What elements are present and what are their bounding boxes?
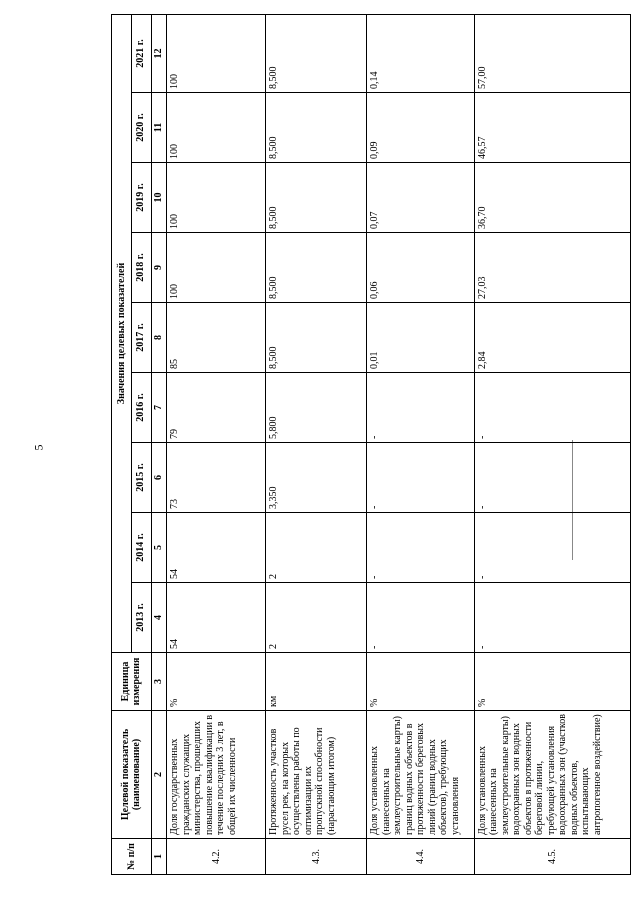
column-number-row — [151, 14, 167, 874]
value-cell: 57,00 — [474, 14, 630, 92]
column-number: 1 — [151, 839, 167, 875]
value-cell: - — [474, 513, 630, 583]
value-cell: 73 — [167, 443, 266, 513]
header-unit: Единица измерения — [112, 653, 152, 711]
table-row — [266, 14, 367, 874]
value-cell: 0,07 — [367, 163, 475, 233]
value-cell: 0,14 — [367, 14, 475, 92]
page-number: 5 — [31, 444, 46, 451]
value-cell: 100 — [167, 233, 266, 303]
value-cell: 100 — [167, 93, 266, 163]
header-values-group: Значения целевых показателей — [112, 14, 132, 652]
value-cell: - — [367, 443, 475, 513]
value-cell: 8,500 — [266, 93, 367, 163]
header-year: 2013 г. — [131, 583, 151, 653]
column-number: 4 — [151, 583, 167, 653]
value-cell: - — [367, 513, 475, 583]
header-no: № п/п — [112, 839, 152, 875]
value-cell: 5,800 — [266, 373, 367, 443]
value-cell: 36,70 — [474, 163, 630, 233]
value-cell: - — [474, 373, 630, 443]
column-number: 6 — [151, 443, 167, 513]
value-cell: 8,500 — [266, 303, 367, 373]
unit-cell: % — [474, 653, 630, 711]
column-number: 3 — [151, 653, 167, 711]
indicator-name: Доля государственных гражданских служащих министерства, прошедших повышение квалификации в течение последних 3 лет, в общей их численности — [167, 711, 266, 839]
header-indicator: Целевой показатель (наименование) — [112, 711, 152, 839]
value-cell: 100 — [167, 163, 266, 233]
column-number: 7 — [151, 373, 167, 443]
value-cell: 46,57 — [474, 93, 630, 163]
header-year: 2019 г. — [131, 163, 151, 233]
column-number: 9 — [151, 233, 167, 303]
target-indicators-table — [111, 14, 631, 875]
header-year: 2015 г. — [131, 443, 151, 513]
value-cell: 27,03 — [474, 233, 630, 303]
value-cell: 0,01 — [367, 303, 475, 373]
column-number: 10 — [151, 163, 167, 233]
header-year: 2014 г. — [131, 513, 151, 583]
column-number: 8 — [151, 303, 167, 373]
value-cell: 100 — [167, 14, 266, 92]
indicator-name: Протяженность участков русел рек, на которых осуществлены работы по оптимизации их пропускной способности (нарастающим итогом) — [266, 711, 367, 839]
unit-cell: % — [167, 653, 266, 711]
unit-cell: км — [266, 653, 367, 711]
table-row — [167, 14, 266, 874]
column-number: 2 — [151, 711, 167, 839]
column-number: 11 — [151, 93, 167, 163]
row-number: 4.3. — [266, 839, 367, 875]
header-year: 2021 г. — [131, 14, 151, 92]
value-cell: 54 — [167, 583, 266, 653]
indicator-name: Доля установленных (нанесенных на землеустроительные карты) водоохранных зон водных объектов в протяженности береговой линии, требующей установления водоохранных зон (участков водных объектов, испытывающих антропогенное воздействие) — [474, 711, 630, 839]
value-cell: 3,350 — [266, 443, 367, 513]
table-row — [367, 14, 475, 874]
value-cell: 8,500 — [266, 233, 367, 303]
row-number: 4.2. — [167, 839, 266, 875]
value-cell: 79 — [167, 373, 266, 443]
rotated-table-container — [111, 15, 631, 875]
header-year: 2017 г. — [131, 303, 151, 373]
indicator-name: Доля установленных (нанесенных на землеустроительные карты) границ водных объектов в протяженности береговых линий (границ водных объектов), требующих установления — [367, 711, 475, 839]
value-cell: 0,09 — [367, 93, 475, 163]
value-cell: - — [367, 373, 475, 443]
value-cell: 8,500 — [266, 14, 367, 92]
value-cell: 2,84 — [474, 303, 630, 373]
header-year: 2020 г. — [131, 93, 151, 163]
header-year: 2016 г. — [131, 373, 151, 443]
value-cell: 2 — [266, 513, 367, 583]
row-number: 4.4. — [367, 839, 475, 875]
value-cell: - — [474, 443, 630, 513]
header-year: 2018 г. — [131, 233, 151, 303]
value-cell: 2 — [266, 583, 367, 653]
value-cell: 85 — [167, 303, 266, 373]
unit-cell: % — [367, 653, 475, 711]
table-row — [474, 14, 630, 874]
row-number: 4.5. — [474, 839, 630, 875]
value-cell: 0,06 — [367, 233, 475, 303]
column-number: 5 — [151, 513, 167, 583]
value-cell: - — [474, 583, 630, 653]
value-cell: 54 — [167, 513, 266, 583]
value-cell: - — [367, 583, 475, 653]
value-cell: 8,500 — [266, 163, 367, 233]
column-number: 12 — [151, 14, 167, 92]
header-row-1 — [112, 14, 132, 874]
